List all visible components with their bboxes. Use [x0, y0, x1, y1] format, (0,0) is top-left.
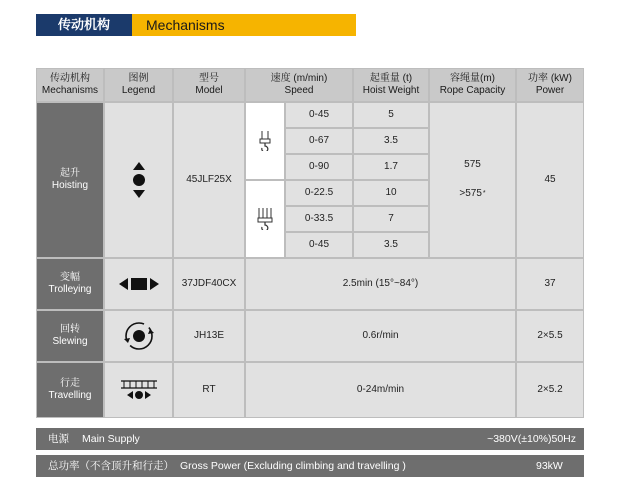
- col-speed-en: Speed: [284, 85, 314, 96]
- hoisting-model: 45JLF25X: [173, 102, 245, 258]
- col-power-cn: 功率 (kW): [528, 73, 572, 84]
- trolleying-value: 2.5min (15°~84°): [245, 258, 516, 310]
- trolleying-power: 37: [516, 258, 584, 310]
- main-supply-value: ~380V(±10%)50Hz: [487, 433, 576, 445]
- gross-power-row: [36, 455, 584, 477]
- hoisting-rope-1: 575: [464, 159, 481, 170]
- hoisting-weight-5: 7: [353, 206, 429, 232]
- travelling-label-en: Travelling: [48, 390, 92, 401]
- main-supply-en: Main Supply: [82, 433, 140, 445]
- trolley-arrows-icon: [119, 276, 159, 292]
- hoisting-weight-2: 3.5: [353, 128, 429, 154]
- travelling-value: 0-24m/min: [245, 362, 516, 418]
- trolleying-legend: [104, 258, 173, 310]
- section-title-cn: 传动机构: [36, 14, 132, 36]
- hoisting-label-en: Hoisting: [51, 180, 89, 191]
- col-hoist-weight: [353, 68, 429, 102]
- hoisting-label: [36, 102, 104, 258]
- slewing-label: [36, 310, 104, 362]
- hoisting-weight-3: 1.7: [353, 154, 429, 180]
- hoisting-legend: [104, 102, 173, 258]
- col-mechanisms: [36, 68, 104, 102]
- col-rope-capacity-cn: 容绳量(m): [450, 73, 495, 84]
- travelling-label: [36, 362, 104, 418]
- slewing-power: 2×5.5: [516, 310, 584, 362]
- slewing-label-en: Slewing: [52, 336, 88, 347]
- travelling-power: 2×5.2: [516, 362, 584, 418]
- hoisting-speed-5: 0-33.5: [285, 206, 353, 232]
- travelling-label-cn: 行走: [60, 378, 80, 389]
- slewing-value: 0.6r/min: [245, 310, 516, 362]
- travel-rail-icon: [121, 379, 157, 401]
- col-model: [173, 68, 245, 102]
- slewing-rotation-icon: [123, 320, 155, 352]
- col-legend-en: Legend: [121, 85, 156, 96]
- hoisting-power: 45: [516, 102, 584, 258]
- slewing-model: JH13E: [173, 310, 245, 362]
- hook-single-icon: [245, 102, 285, 180]
- hoisting-speed-3: 0-90: [285, 154, 353, 180]
- hoisting-speed-4: 0-22.5: [285, 180, 353, 206]
- main-supply-cn: 电源: [48, 433, 69, 445]
- hoisting-rope-capacity: [429, 102, 516, 258]
- col-rope-capacity: [429, 68, 516, 102]
- col-legend-cn: 图例: [128, 73, 149, 84]
- gross-power-cn: 总功率（不含顶升和行走）: [48, 460, 174, 472]
- travelling-model: RT: [173, 362, 245, 418]
- hoisting-label-cn: 起升: [60, 168, 80, 179]
- col-power-en: Power: [535, 85, 565, 96]
- col-rope-capacity-en: Rope Capacity: [439, 85, 506, 96]
- section-header: [36, 14, 356, 36]
- col-mechanisms-cn: 传动机构: [50, 73, 90, 84]
- col-hoist-weight-cn: 起重量 (t): [369, 73, 413, 84]
- trolleying-label-en: Trolleying: [48, 284, 92, 295]
- hook-double-icon: [245, 180, 285, 258]
- col-power: [516, 68, 584, 102]
- hoisting-rope-2: [429, 184, 516, 204]
- hoisting-rope-2-mark: *: [482, 190, 486, 197]
- trolleying-label: [36, 258, 104, 310]
- col-speed-cn: 速度 (m/min): [270, 73, 328, 84]
- col-model-en: Model: [195, 85, 223, 96]
- slewing-label-cn: 回转: [60, 324, 80, 335]
- trolleying-label-cn: 变幅: [60, 272, 80, 283]
- slewing-legend: [104, 310, 173, 362]
- hoisting-speed-2: 0-67: [285, 128, 353, 154]
- section-title-en: Mechanisms: [132, 14, 356, 36]
- main-supply-row: [36, 428, 584, 450]
- col-mechanisms-en: Mechanisms: [41, 85, 99, 96]
- col-hoist-weight-en: Hoist Weight: [362, 85, 420, 96]
- hoisting-speed-6: 0-45: [285, 232, 353, 258]
- col-legend: [104, 68, 173, 102]
- gross-power-en: Gross Power (Excluding climbing and travelling ): [180, 460, 406, 472]
- col-speed: [245, 68, 353, 102]
- hoisting-weight-1: 5: [353, 102, 429, 128]
- hoisting-rope-2-value: >575: [459, 188, 482, 199]
- hoisting-arrows-icon: [131, 162, 147, 198]
- trolleying-model: 37JDF40CX: [173, 258, 245, 310]
- hoisting-weight-6: 3.5: [353, 232, 429, 258]
- hoisting-weight-4: 10: [353, 180, 429, 206]
- hoisting-speed-1: 0-45: [285, 102, 353, 128]
- gross-power-value: 93kW: [536, 460, 563, 472]
- travelling-legend: [104, 362, 173, 418]
- col-model-cn: 型号: [199, 73, 219, 84]
